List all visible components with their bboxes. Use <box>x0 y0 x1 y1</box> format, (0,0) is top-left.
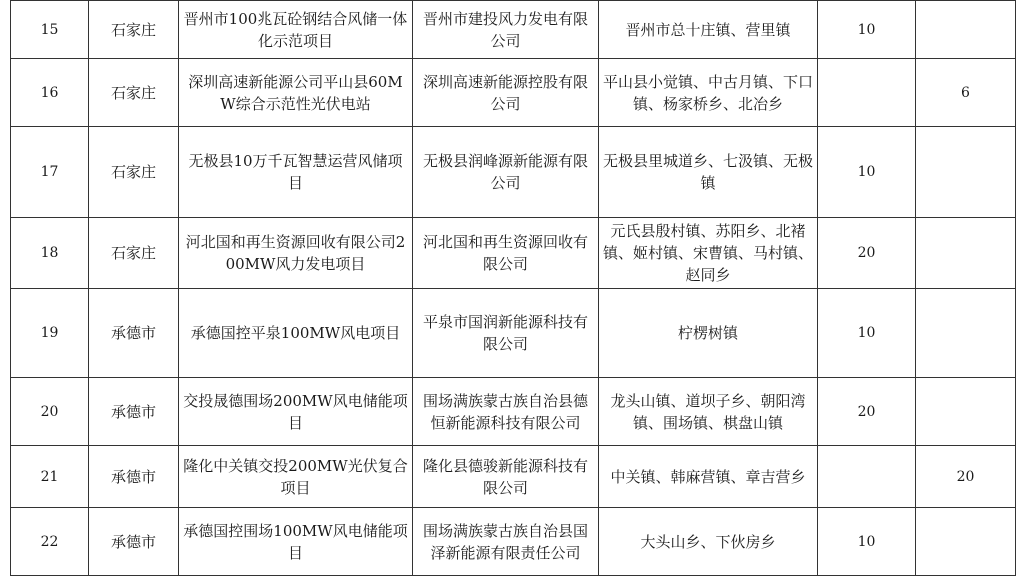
solar-capacity-cell <box>916 289 1016 378</box>
company-cell: 无极县润峰源新能源有限公司 <box>413 127 599 218</box>
company-cell: 围场满族蒙古族自治县国泽新能源有限责任公司 <box>413 508 599 576</box>
table-row <box>11 378 1016 446</box>
row-number: 20 <box>11 378 89 446</box>
project-name-cell: 隆化中关镇交投200MW光伏复合项目 <box>179 446 413 508</box>
row-number: 21 <box>11 446 89 508</box>
project-name-cell: 无极县10万千瓦智慧运营风储项目 <box>179 127 413 218</box>
towns-cell: 中关镇、韩麻营镇、章吉营乡 <box>599 446 818 508</box>
wind-capacity-cell: 10 <box>818 289 916 378</box>
wind-capacity-cell: 20 <box>818 218 916 289</box>
wind-capacity-cell: 20 <box>818 378 916 446</box>
table-row <box>11 59 1016 127</box>
row-number: 15 <box>11 1 89 59</box>
wind-capacity-cell: 10 <box>818 127 916 218</box>
project-table <box>10 0 1016 576</box>
wind-capacity-cell: 10 <box>818 1 916 59</box>
towns-cell: 元氏县殷村镇、苏阳乡、北褚镇、姬村镇、宋曹镇、马村镇、赵同乡 <box>599 218 818 289</box>
city-cell: 承德市 <box>89 289 179 378</box>
table-row <box>11 1 1016 59</box>
city-cell: 石家庄 <box>89 59 179 127</box>
city-cell: 石家庄 <box>89 1 179 59</box>
solar-capacity-cell <box>916 127 1016 218</box>
table-row <box>11 289 1016 378</box>
city-cell: 石家庄 <box>89 218 179 289</box>
project-name-cell: 交投晟德围场200MW风电储能项目 <box>179 378 413 446</box>
solar-capacity-cell <box>916 1 1016 59</box>
towns-cell: 平山县小觉镇、中古月镇、下口镇、杨家桥乡、北冶乡 <box>599 59 818 127</box>
towns-cell: 晋州市总十庄镇、营里镇 <box>599 1 818 59</box>
solar-capacity-cell <box>916 508 1016 576</box>
company-cell: 深圳高速新能源控股有限公司 <box>413 59 599 127</box>
project-name-cell: 晋州市100兆瓦砼钢结合风储一体化示范项目 <box>179 1 413 59</box>
city-cell: 承德市 <box>89 508 179 576</box>
company-cell: 围场满族蒙古族自治县德恒新能源科技有限公司 <box>413 378 599 446</box>
row-number: 22 <box>11 508 89 576</box>
row-number: 18 <box>11 218 89 289</box>
table-row <box>11 127 1016 218</box>
project-name-cell: 承德国控围场100MW风电储能项目 <box>179 508 413 576</box>
wind-capacity-cell: 10 <box>818 508 916 576</box>
row-number: 19 <box>11 289 89 378</box>
row-number: 16 <box>11 59 89 127</box>
company-cell: 晋州市建投风力发电有限公司 <box>413 1 599 59</box>
towns-cell: 无极县里城道乡、七汲镇、无极镇 <box>599 127 818 218</box>
project-name-cell: 承德国控平泉100MW风电项目 <box>179 289 413 378</box>
solar-capacity-cell: 6 <box>916 59 1016 127</box>
project-table-body <box>11 1 1016 576</box>
solar-capacity-cell: 20 <box>916 446 1016 508</box>
company-cell: 平泉市国润新能源科技有限公司 <box>413 289 599 378</box>
wind-capacity-cell <box>818 446 916 508</box>
city-cell: 承德市 <box>89 378 179 446</box>
project-name-cell: 深圳高速新能源公司平山县60MW综合示范性光伏电站 <box>179 59 413 127</box>
project-name-cell: 河北国和再生资源回收有限公司200MW风力发电项目 <box>179 218 413 289</box>
city-cell: 承德市 <box>89 446 179 508</box>
solar-capacity-cell <box>916 218 1016 289</box>
towns-cell: 龙头山镇、道坝子乡、朝阳湾镇、围场镇、棋盘山镇 <box>599 378 818 446</box>
company-cell: 隆化县德骏新能源科技有限公司 <box>413 446 599 508</box>
company-cell: 河北国和再生资源回收有限公司 <box>413 218 599 289</box>
row-number: 17 <box>11 127 89 218</box>
table-row <box>11 446 1016 508</box>
towns-cell: 柠楞树镇 <box>599 289 818 378</box>
solar-capacity-cell <box>916 378 1016 446</box>
table-row <box>11 218 1016 289</box>
towns-cell: 大头山乡、下伙房乡 <box>599 508 818 576</box>
city-cell: 石家庄 <box>89 127 179 218</box>
wind-capacity-cell <box>818 59 916 127</box>
table-row <box>11 508 1016 576</box>
